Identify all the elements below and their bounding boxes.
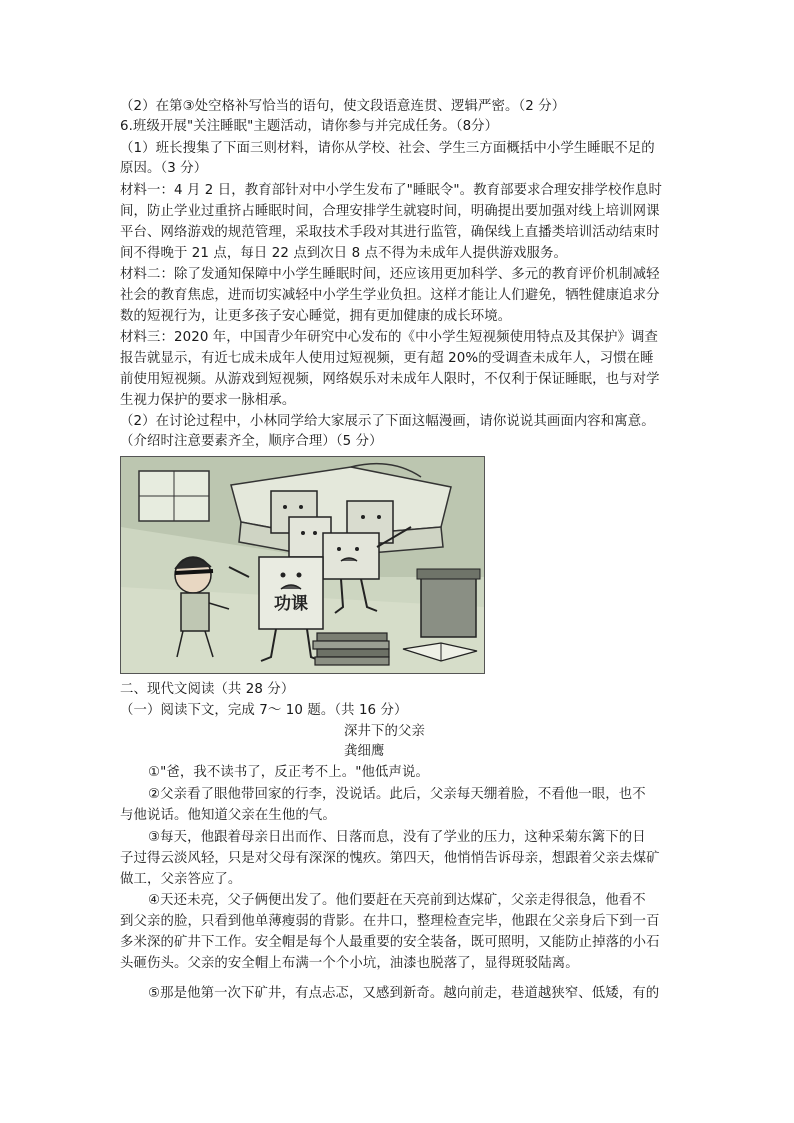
- material-1-line: 材料一：4 月 2 日，教育部针对中小学生发布了"睡眠令"。教育部要求合理安排学校作息时: [120, 183, 662, 198]
- material-2-line: 材料二：除了发通知保障中小学生睡眠时间，还应该用更加科学、多元的教育评价机制减轻: [120, 267, 660, 282]
- paragraph-line: ①"爸，我不读书了，反正考不上。"他低声说。: [148, 765, 429, 780]
- material-1-line: 间不得晚于 21 点，每日 22 点到次日 8 点不得为未成年人提供游戏服务。: [120, 246, 567, 261]
- question-6: 6.班级开展"关注睡眠"主题活动，请你参与并完成任务。（8分）: [120, 119, 499, 134]
- paragraph-line: ②父亲看了眼他带回家的行李，没说话。此后，父亲每天绷着脸，不看他一眼，也不: [148, 787, 646, 802]
- material-3-line: 材料三：2020 年，中国青少年研究中心发布的《中小学生短视频使用特点及其保护》调查: [120, 330, 658, 345]
- paragraph-line: 到父亲的脸，只看到他单薄瘦弱的背影。在井口，整理检查完毕，他跟在父亲身后下到一百: [120, 914, 660, 929]
- question-6-2: （2）在讨论过程中，小林同学给大家展示了下面这幅漫画，请你说说其画面内容和寓意。: [120, 414, 655, 429]
- material-2-line: 社会的教育焦虑，进而切实减轻中小学生学业负担。这样才能让人们避免，牺牲健康追求分: [120, 288, 660, 303]
- material-3-line: 生视力保护的要求一脉相承。: [120, 393, 296, 408]
- question-6-2-cont: （介绍时注意要素齐全，顺序合理）（5 分）: [120, 434, 383, 449]
- paragraph-line: ③每天，他跟着母亲日出而作、日落而息，没有了学业的压力，这种采菊东篱下的日: [148, 830, 646, 845]
- article-title: 深井下的父亲: [344, 724, 425, 739]
- comic-drawing: [121, 457, 484, 673]
- paragraph-line: ⑤那是他第一次下矿井，有点忐忑，又感到新奇。越向前走，巷道越狭窄、低矮，有的: [148, 986, 660, 1001]
- comic-illustration: [120, 456, 485, 674]
- material-3-line: 前使用短视频。从游戏到短视频，网络娱乐对未成年人限时，不仅利于保证睡眠，也与对学: [120, 372, 660, 387]
- section-2-heading: 二、现代文阅读（共 28 分）: [120, 682, 295, 697]
- paragraph-line: 头砸伤头。父亲的安全帽上布满一个个小坑，油漆也脱落了，显得斑驳陆离。: [120, 956, 579, 971]
- paragraph-line: 与他说话。他知道父亲在生他的气。: [120, 808, 336, 823]
- question-6-1-cont: 原因。（3 分）: [120, 161, 208, 176]
- paragraph-line: ④天还未亮，父子俩便出发了。他们要赶在天亮前到达煤矿，父亲走得很急，他看不: [148, 893, 646, 908]
- material-1-line: 间，防止学业过重挤占睡眠时间，合理安排学生就寝时间，明确提出要加强对线上培训网课: [120, 204, 660, 219]
- paragraph-line: 子过得云淡风轻，只是对父母有深深的愧疚。第四天，他悄悄告诉母亲，想跟着父亲去煤矿: [120, 851, 660, 866]
- book-label: 功课: [274, 594, 308, 614]
- paragraph-line: 多米深的矿井下工作。安全帽是每个人最重要的安全装备，既可照明，又能防止掉落的小石: [120, 935, 660, 950]
- section-2-subheading: （一）阅读下文，完成 7～ 10 题。（共 16 分）: [120, 703, 408, 718]
- question-6-1: （1）班长搜集了下面三则材料，请你从学校、社会、学生三方面概括中小学生睡眠不足的: [120, 141, 655, 156]
- material-3-line: 报告就显示，有近七成未成年人使用过短视频，更有超 20%的受调查未成年人，习惯在睡: [120, 351, 654, 366]
- material-2-line: 数的短视行为，让更多孩子安心睡觉，拥有更加健康的成长环境。: [120, 309, 512, 324]
- material-1-line: 平台、网络游戏的规范管理，采取技术手段对其进行监管，确保线上直播类培训活动结束时: [120, 225, 660, 240]
- paragraph-line: 做工，父亲答应了。: [120, 872, 242, 887]
- article-author: 龚细鹰: [344, 744, 385, 759]
- question-5-2: （2）在第③处空格补写恰当的语句，使文段语意连贯、逻辑严密。（2 分）: [120, 99, 566, 114]
